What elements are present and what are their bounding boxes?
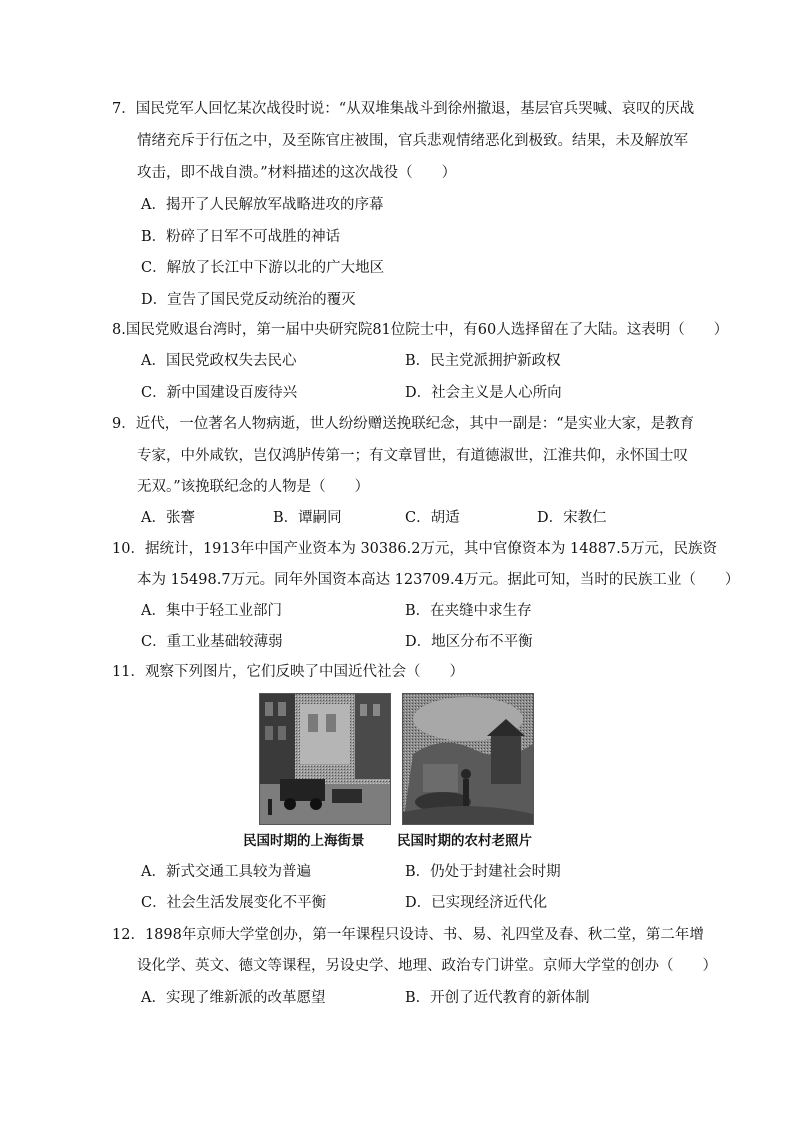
caption-rural-photo: 民国时期的农村老照片 <box>397 833 532 849</box>
question-7-option-a[interactable]: A．揭开了人民解放军战略进攻的序幕 <box>141 197 384 213</box>
question-8-stem-line-1: 8.国民党败退台湾时，第一届中央研究院81位院士中，有60人选择留在了大陆。这表明（ ） <box>112 322 729 338</box>
question-9-stem-line-3: 无双。”该挽联纪念的人物是（ ） <box>137 479 370 495</box>
question-12-stem-line-1: 12．1898年京师大学堂创办，第一年课程只设诗、书、易、礼四堂及春、秋二堂，第二年增 <box>112 927 704 943</box>
question-9-stem-line-1: 9．近代，一位著名人物病逝，世人纷纷赠送挽联纪念，其中一副是：“是实业大家，是教育 <box>112 416 695 432</box>
caption-shanghai-street: 民国时期的上海街景 <box>243 833 365 849</box>
question-10-option-a[interactable]: A．集中于轻工业部门 <box>141 603 282 619</box>
shanghai-street-photo <box>259 693 391 825</box>
question-7-option-b[interactable]: B．粉碎了日军不可战胜的神话 <box>141 229 341 245</box>
question-11-option-b[interactable]: B．仍处于封建社会时期 <box>405 864 561 880</box>
question-9-option-c[interactable]: C．胡适 <box>405 510 460 526</box>
question-7-stem-line-2: 情绪充斥于行伍之中，及至陈官庄被围，官兵悲观情绪恶化到极致。结果，未及解放军 <box>137 133 688 149</box>
question-11-option-d[interactable]: D．已实现经济近代化 <box>405 895 548 911</box>
question-7-option-d[interactable]: D．宣告了国民党反动统治的覆灭 <box>141 292 356 308</box>
question-12-option-a[interactable]: A．实现了维新派的改革愿望 <box>141 990 326 1006</box>
question-10-stem-line-2: 本为 15498.7万元。同年外国资本高达 123709.4万元。据此可知，当时的民族工业（ ） <box>137 572 740 588</box>
question-8-option-d[interactable]: D．社会主义是人心所向 <box>405 385 562 401</box>
question-12-stem-line-2: 设化学、英文、德文等课程，另设史学、地理、政治专门讲堂。京师大学堂的创办（ ） <box>137 958 717 974</box>
rural-village-image <box>403 694 533 824</box>
question-9-option-b[interactable]: B．谭嗣同 <box>273 510 342 526</box>
question-9-stem-line-2: 专家，中外咸钦，岂仅鸿胪传第一；有文章冒世，有道德淑世，江淮共仰，永怀国士叹 <box>137 448 688 464</box>
question-10-option-b[interactable]: B．在夹缝中求生存 <box>405 603 532 619</box>
question-10-option-c[interactable]: C．重工业基础较薄弱 <box>141 634 283 650</box>
question-8-option-b[interactable]: B．民主党派拥护新政权 <box>405 353 561 369</box>
question-11-option-c[interactable]: C．社会生活发展变化不平衡 <box>141 895 327 911</box>
rural-old-photo <box>402 693 534 825</box>
question-7-option-c[interactable]: C．解放了长江中下游以北的广大地区 <box>141 260 385 276</box>
question-7-stem-line-1: 7．国民党军人回忆某次战役时说：“从双堆集战斗到徐州撤退，基层官兵哭喊、哀叹的厌战 <box>112 101 695 117</box>
question-7-stem-line-3: 攻击，即不战自溃。”材料描述的这次战役（ ） <box>137 165 457 181</box>
question-9-option-a[interactable]: A．张謇 <box>141 510 195 526</box>
question-12-option-b[interactable]: B．开创了近代教育的新体制 <box>405 990 590 1006</box>
shanghai-street-image <box>260 694 390 824</box>
question-8-option-c[interactable]: C．新中国建设百废待兴 <box>141 385 298 401</box>
question-9-option-d[interactable]: D．宋教仁 <box>537 510 607 526</box>
question-11-stem-line-1: 11．观察下列图片，它们反映了中国近代社会（ ） <box>112 664 464 680</box>
question-11-option-a[interactable]: A．新式交通工具较为普遍 <box>141 864 311 880</box>
question-8-option-a[interactable]: A．国民党政权失去民心 <box>141 353 297 369</box>
question-10-stem-line-1: 10．据统计，1913年中国产业资本为 30386.2万元，其中官僚资本为 14887.5万元，民族资 <box>112 541 717 557</box>
question-10-option-d[interactable]: D．地区分布不平衡 <box>405 634 533 650</box>
